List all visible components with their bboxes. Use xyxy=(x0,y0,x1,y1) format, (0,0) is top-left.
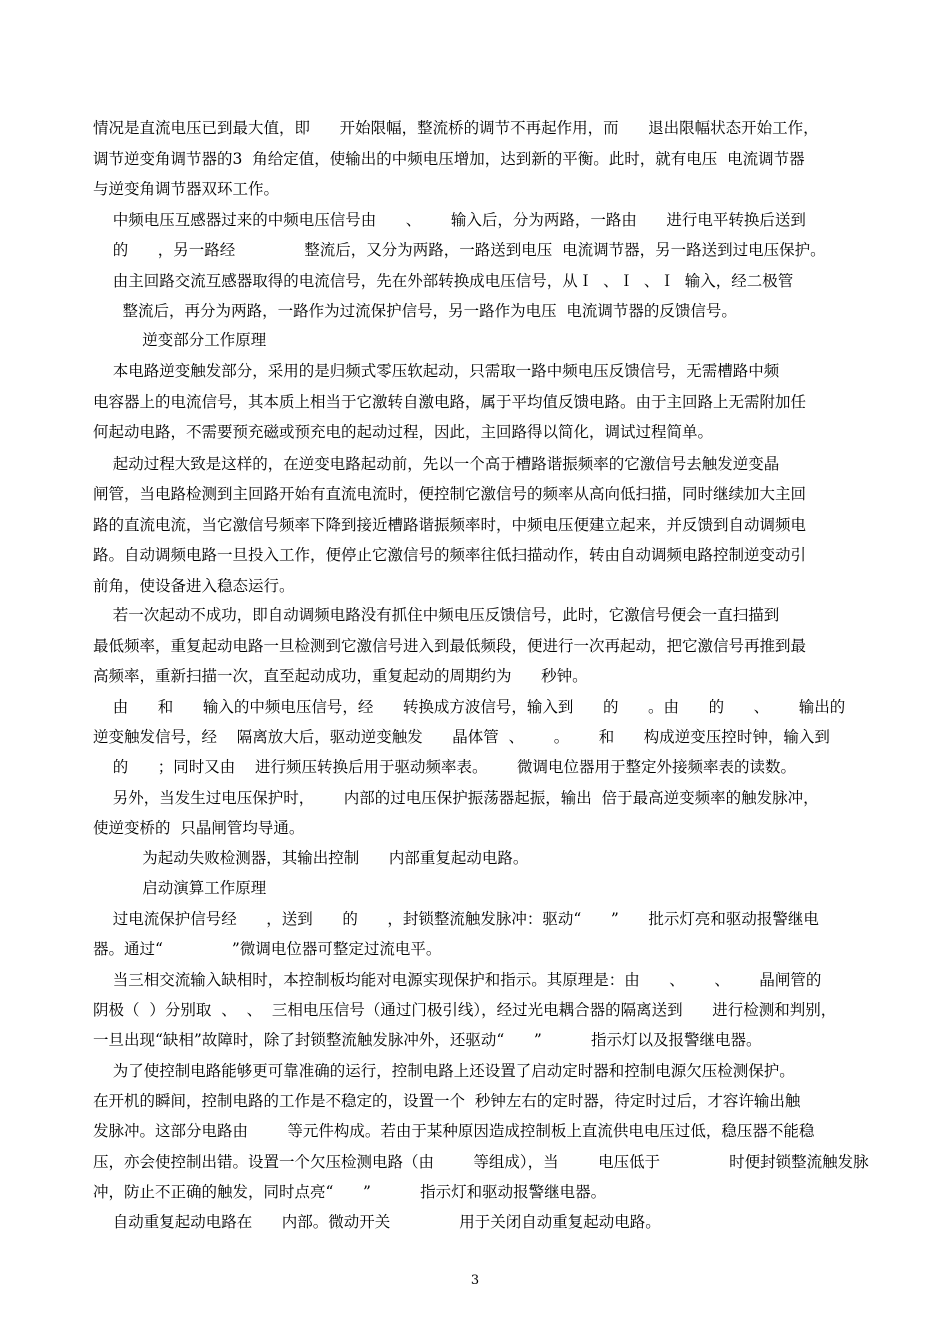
text-line-35: 压，亦会使控制出错。设置一个欠压检测电路（由 等组成），当 电压低于 时便封锁整流触发脉 xyxy=(93,1153,869,1171)
text-line-16: 前角，使设备进入稳态运行。 xyxy=(93,577,295,595)
text-line-27: 过电流保护信号经 ，送到 的 ，封锁整流触发脉冲：驱动“ ” 批示灯亮和驱动报警继电 xyxy=(93,910,819,928)
text-line-32: 为了使控制电路能够更可靠准确的运行，控制电路上还设置了启动定时器和控制电源欠压检测保护。 xyxy=(93,1062,795,1080)
text-line-23: 另外，当发生过电压保护时， 内部的过电压保护振荡器起振，输出 倍于最高逆变频率的触发脉冲， xyxy=(93,789,819,807)
text-line-25: 为起动失败检测器，其输出控制 内部重复起动电路。 xyxy=(93,849,529,867)
text-line-18: 最低频率，重复起动电路一旦检测到它激信号进入到最低频段，便进行一次再起动，把它激信号再推到最 xyxy=(93,637,807,655)
text-line-36: 冲，防止不正确的触发，同时点亮“ ” 指示灯和驱动报警继电器。 xyxy=(93,1183,607,1201)
text-line-2: 调节逆变角调节器的3 角给定值，使输出的中频电压增加，达到新的平衡。此时，就有电压 电流调节器 xyxy=(93,150,805,168)
text-line-22: 的 ；同时又由 进行频压转换后用于驱动频率表。 微调电位器用于整定外接频率表的读数。 xyxy=(93,758,797,776)
text-line-4: 中频电压互感器过来的中频电压信号由 、 输入后，分为两路，一路由 进行电平转换后送到 xyxy=(93,211,806,229)
text-line-10: 电容器上的电流信号，其本质上相当于它激转自激电路，属于平均值反馈电路。由于主回路上无需附加任 xyxy=(93,393,807,411)
text-line-15: 路。自动调频电路一旦投入工作，便停止它激信号的频率往低扫描动作，转由自动调频电路控制逆变动引 xyxy=(93,546,807,564)
section-heading-startup: 启动演算工作原理 xyxy=(93,879,267,897)
text-line-29: 当三相交流输入缺相时，本控制板均能对电源实现保护和指示。其原理是：由 、 、 晶闸管的 xyxy=(93,971,822,989)
text-line-1: 情况是直流电压已到最大值，即 开始限幅，整流桥的调节不再起作用，而 退出限幅状态开始工作， xyxy=(93,119,819,137)
text-line-9: 本电路逆变触发部分，采用的是归频式零压软起动，只需取一路中频电压反馈信号，无需槽路中频 xyxy=(93,362,780,380)
text-line-12: 起动过程大致是这样的，在逆变电路起动前，先以一个高于槽路谐振频率的它激信号去触发逆变晶 xyxy=(93,455,780,473)
text-line-14: 路的直流电流，当它激信号频率下降到接近槽路谐振频率时，中频电压便建立起来，并反馈到自动调频电 xyxy=(93,516,807,534)
text-line-5: 的 ，另一路经 整流后，又分为两路，一路送到电压 电流调节器，另一路送到过电压保护。 xyxy=(93,241,826,259)
text-line-6: 由主回路交流互感器取得的电流信号，先在外部转换成电压信号，从Ｉ 、Ｉ 、Ｉ 输入，经二极管 xyxy=(93,272,794,290)
section-heading-inverter: 逆变部分工作原理 xyxy=(93,331,267,349)
text-line-17: 若一次起动不成功，即自动调频电路没有抓住中频电压反馈信号，此时，它激信号便会一直扫描到 xyxy=(93,606,780,624)
text-line-30: 阴极（ ）分别取 、 、 三相电压信号（通过门极引线），经过光电耦合器的隔离送到 进行检测和判别， xyxy=(93,1001,837,1019)
text-line-33: 在开机的瞬间，控制电路的工作是不稳定的，设置一个 秒钟左右的定时器，待定时过后，才容许输出触 xyxy=(93,1092,801,1110)
text-line-3: 与逆变角调节器双环工作。 xyxy=(93,180,280,198)
page-number: 3 xyxy=(470,1273,480,1288)
text-line-20: 由 和 输入的中频电压信号，经 转换成方波信号，输入到 的 。由 的 、 输出的 xyxy=(93,698,846,716)
text-line-28: 器。通过“ ”微调电位器可整定过流电平。 xyxy=(93,940,442,958)
text-line-19: 高频率，重新扫描一次，直至起动成功，重复起动的周期约为 秒钟。 xyxy=(93,667,588,685)
text-line-24: 使逆变桥的 只晶闸管均导通。 xyxy=(93,819,305,837)
text-line-13: 闸管，当电路检测到主回路开始有直流电流时，便控制它激信号的频率从高向低扫描，同时继续加大主回 xyxy=(93,485,807,503)
text-line-37: 自动重复起动电路在 内部。微动开关 用于关闭自动重复起动电路。 xyxy=(93,1213,661,1231)
text-line-21: 逆变触发信号，经 隔离放大后，驱动逆变触发 晶体管 、 。 和 构成逆变压控时钟，输入到 xyxy=(93,728,830,746)
text-line-31: 一旦出现“缺相”故障时，除了封锁整流触发脉冲外，还驱动“ ” 指示灯以及报警继电器。 xyxy=(93,1031,762,1049)
text-line-34: 发脉冲。这部分电路由 等元件构成。若由于某种原因造成控制板上直流供电电压过低，稳压器不能稳 xyxy=(93,1122,815,1140)
text-line-7: 整流后，再分为两路，一路作为过流保护信号，另一路作为电压 电流调节器的反馈信号。 xyxy=(93,302,737,320)
text-line-11: 何起动电路，不需要预充磁或预充电的起动过程，因此，主回路得以简化，调试过程简单。 xyxy=(93,423,714,441)
